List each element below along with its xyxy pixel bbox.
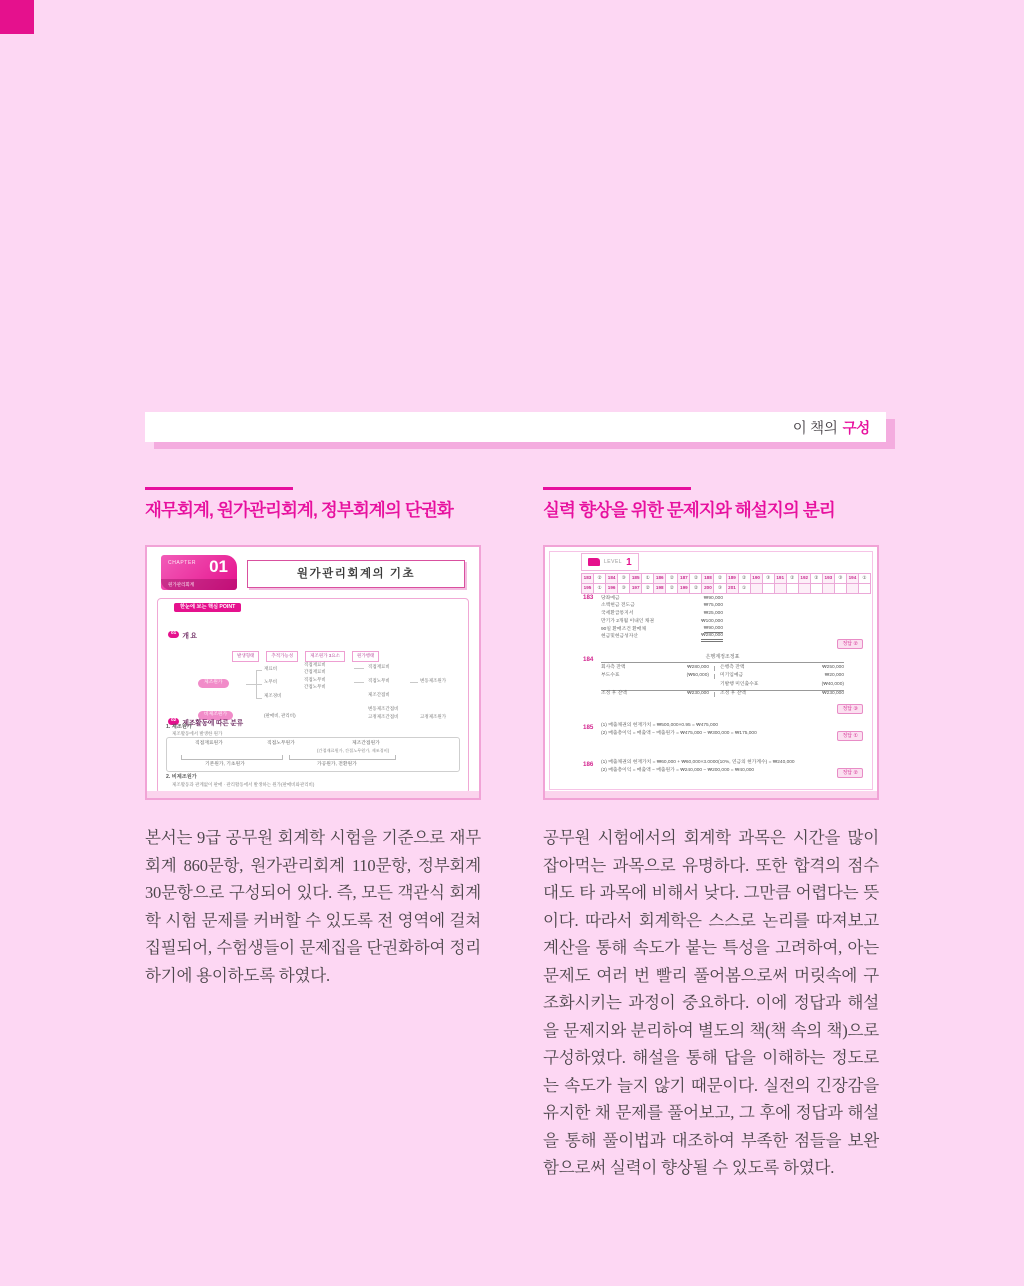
- answer-grid-answer-cell: ②: [787, 574, 799, 584]
- item2-title: 2. 비제조원가: [166, 774, 197, 780]
- answer-grid-number-cell: [847, 584, 859, 594]
- tree-far: 변동제조원가: [420, 678, 447, 683]
- solution-186-lines: [601, 759, 851, 775]
- bank-reconciliation-row: [601, 664, 844, 673]
- answer-badge-186: 정답 ②: [837, 768, 863, 778]
- answer-grid-answer-cell: [859, 584, 871, 594]
- left-label: 부도수표: [601, 673, 620, 679]
- tree-right: 제조간접비: [368, 692, 390, 697]
- left-label: 조정 후 잔액: [601, 691, 627, 697]
- answer-badge-184: 정답 ③: [837, 704, 863, 714]
- solution-183-number: 183: [583, 594, 594, 601]
- left-paragraph: 본서는 9급 공무원 회계학 시험을 기준으로 재무회계 860문항, 원가관리회계 110문항, 정부회계 30문항으로 구성되어 있다. 즉, 모든 객관식 회계학 시험 문제를 커버할 수 있도록 전 영역에 걸쳐 집필되어, 수험생들이 문제집을 단권화하여 정리하기에 용이하도록 하였다.: [145, 828, 481, 985]
- solution-183-row: [601, 634, 723, 642]
- chapter-label: CHAPTER: [168, 560, 197, 566]
- cost-group-1: 기본원가, 기초원가: [205, 762, 245, 767]
- bank-reconciliation-table: [601, 655, 844, 699]
- answer-grid-answer-cell: [787, 584, 799, 594]
- answer-grid-number-cell: [751, 584, 763, 594]
- answer-grid-answer-cell: ②: [714, 574, 726, 584]
- account-name: 만기가 2개월 이내인 채권: [601, 618, 655, 624]
- item1-desc: 제조활동에서 발생한 원가: [172, 731, 223, 736]
- answer-grid-number-cell: 193: [823, 574, 835, 584]
- tree-connector: [256, 670, 262, 671]
- tree-nonmfg-node: 비제조원가: [198, 711, 233, 720]
- answer-grid-number-cell: 190: [751, 574, 763, 584]
- left-heading-rule: [145, 487, 293, 490]
- header-title-prefix: 이 책의: [792, 420, 838, 437]
- solution-183-row: [601, 603, 723, 611]
- tree-branch: 노무비: [264, 679, 278, 684]
- tree-nonmfg-note: (판매비, 관리비): [264, 713, 296, 718]
- chapter-subtitle: 원가관리회계: [161, 579, 237, 590]
- tree-connector: [410, 682, 418, 683]
- account-name: 90일 환매조건 환매채: [601, 626, 647, 632]
- tree-branch: 제조경비: [264, 693, 282, 698]
- account-amount: ₩90,000: [703, 626, 723, 632]
- tree-mid: 간접노무비: [304, 684, 326, 689]
- answer-grid-answer-cell: ①: [859, 574, 871, 584]
- answer-grid-answer-cell: ②: [666, 584, 678, 594]
- account-amount: ₩75,000: [703, 603, 723, 609]
- account-name: 국세환급통지서: [601, 611, 634, 617]
- solution-185-lines: [601, 722, 851, 738]
- answer-grid-answer-cell: ②: [739, 574, 751, 584]
- section-right: [543, 487, 879, 1182]
- page-footer-band: [545, 791, 877, 798]
- tree-sub-far: 고정제조원가: [420, 714, 447, 719]
- answer-grid-number-cell: 196: [606, 584, 618, 594]
- answer-grid-answer-cell: ②: [642, 584, 654, 594]
- answer-grid-answer-cell: ③: [618, 574, 630, 584]
- answer-grid-number-cell: 199: [678, 584, 690, 594]
- right-paragraph: 공무원 시험에서의 회계학 과목은 시간을 많이 잡아먹는 과목으로 유명하다. 또한 합격의 점수대도 타 과목에 비해서 낮다. 그만큼 어렵다는 뜻이다. 따라서 회계학은 스스로 논리를 따져보고 계산을 통해 속도가 붙는 특성을 고려하여, 아는 문제도 여러 번 빨리 풀어봄으로써 머릿속에 구조화시키는 과정이 중요하다. 이에 정답과 해설을 문제지와 분리하여 별도의 책(책 속의 책)으로 구성하였다. 해설을 통해 답을 이해하는 정도로는 속도가 늘지 않기 때문이다. 실전의 긴장감을 유지한 채 문제를 풀어보고, 그 후에 정답과 해설을 통해 풀이법과 대조하여 부족한 점들을 보완함으로써 실력이 향상될 수 있도록 하였다.: [543, 828, 879, 1177]
- answer-grid-number-cell: [799, 584, 811, 594]
- chapter-badge: [161, 555, 237, 590]
- answer-grid-answer-cell: ②: [690, 574, 702, 584]
- bank-reconciliation-row: [601, 673, 844, 682]
- answer-grid-number-cell: 191: [775, 574, 787, 584]
- answer-grid-answer-cell: ①: [594, 584, 606, 594]
- answer-grid-answer-cell: [835, 584, 847, 594]
- answer-grid-answer-cell: ①: [739, 584, 751, 594]
- tree-connector: [354, 668, 364, 669]
- page-header-bar: [145, 412, 886, 442]
- answer-grid-number-cell: [775, 584, 787, 594]
- left-heading: 재무회계, 원가관리회계, 정부회계의 단권화: [145, 500, 453, 520]
- solution-line: (2) 매출총이익 = 매출액 − 매출원가 = ₩475,000 − ₩300,000 = ₩175,000: [601, 731, 757, 736]
- solution-line: (1) 매출채권의 현재가치 = ₩500,000×0.95 = ₩475,000: [601, 723, 719, 728]
- answer-grid-answer-cell: ③: [714, 584, 726, 594]
- item2-desc: 제조활동과 관계없이 판매 · 관리활동에서 발생하는 원가(판매비와관리비): [172, 782, 315, 787]
- tree-connector: [256, 698, 262, 699]
- tree-connector: [246, 684, 256, 685]
- solution-184-number: 184: [583, 656, 594, 663]
- answer-grid-answer-cell: ②: [690, 584, 702, 594]
- attribute-box: 제조원가 3요소: [305, 651, 345, 662]
- answer-grid-answer-cell: ①: [642, 574, 654, 584]
- answer-grid-answer-cell: ③: [618, 584, 630, 594]
- manufacturing-cost-box: [166, 737, 460, 772]
- answer-grid-answer-cell: [763, 584, 775, 594]
- right-value: ₩20,000: [824, 673, 844, 679]
- left-value: ₩280,000: [663, 666, 715, 671]
- right-book-page-thumbnail: [543, 545, 879, 800]
- level-label: LEVEL: [604, 559, 623, 565]
- answer-grid-number-cell: 185: [630, 574, 642, 584]
- answer-grid-answer-cell: [811, 584, 823, 594]
- cost-bracket-1: [181, 755, 283, 760]
- answer-grid-number-cell: 198: [654, 584, 666, 594]
- right-heading: 실력 향상을 위한 문제지와 해설지의 분리: [543, 500, 835, 520]
- right-label: 은행측 잔액: [720, 664, 745, 670]
- cost-group-2: 가공원가, 전환원가: [317, 762, 357, 767]
- cost-bracket-2: [289, 755, 396, 760]
- answer-grid-answer-cell: ③: [763, 574, 775, 584]
- answer-grid-answer-cell: ②: [594, 574, 606, 584]
- answer-grid-number-cell: 187: [678, 574, 690, 584]
- cost-col-3: 제조간접원가: [352, 741, 380, 746]
- left-label: 회사측 잔액: [601, 664, 626, 670]
- item1-title: 1. 제조원가: [166, 724, 192, 730]
- attribute-box: 발생형태: [232, 651, 259, 662]
- cost-col-2: 직접노무원가: [267, 741, 295, 746]
- section-02-badge: 02: [168, 718, 179, 725]
- right-label: 미기입예금: [720, 673, 744, 679]
- answer-grid-number-cell: 200: [702, 584, 714, 594]
- solution-line: (2) 매출총이익 = 매출액 − 매출원가 = ₩240,000 − ₩200,000 = ₩40,000: [601, 768, 755, 773]
- answer-badge-183: 정답 ②: [837, 639, 863, 649]
- tree-right: 직접재료비: [368, 664, 390, 669]
- page-footer-band: [147, 791, 479, 798]
- account-name: 당좌예금: [601, 595, 620, 601]
- answer-grid-number-cell: 189: [727, 574, 739, 584]
- tree-mid: 간접재료비: [304, 669, 326, 674]
- account-amount: ₩100,000: [701, 618, 723, 624]
- attribute-box: 추적가능성: [266, 651, 298, 662]
- bank-reconciliation-title: 은행계정조정표: [601, 655, 844, 663]
- tree-mid: 직접노무비: [304, 677, 326, 682]
- answer-grid-number-cell: 184: [606, 574, 618, 584]
- answer-grid-number-cell: 201: [727, 584, 739, 594]
- account-name: 소액현금 전도금: [601, 603, 635, 609]
- account-amount: ₩90,000: [703, 595, 723, 601]
- tree-connector: [256, 684, 262, 685]
- account-name: 현금및현금성자산: [601, 634, 639, 640]
- solution-186-number: 186: [583, 761, 594, 768]
- cost-attribute-boxes: [232, 651, 379, 662]
- answer-grid-number-cell: 188: [702, 574, 714, 584]
- header-title-accent: 구성: [842, 420, 870, 437]
- attribute-box: 원가행태: [352, 651, 379, 662]
- section-02-heading: 02 제조활동에 따른 분류: [168, 713, 243, 731]
- solution-185-number: 185: [583, 724, 594, 731]
- tree-sub: 변동제조간접비: [368, 706, 399, 711]
- right-heading-rule: [543, 487, 691, 490]
- answer-grid-answer-cell: ③: [835, 574, 847, 584]
- section-01-heading: 01 개 요: [168, 626, 197, 644]
- bank-reconciliation-rows: [601, 664, 844, 699]
- answer-grid-answer-cell: ②: [666, 574, 678, 584]
- cost-col-1: 직접재료원가: [195, 741, 223, 746]
- account-amount: ₩280,000: [701, 634, 723, 642]
- point-badge: 한눈에 보는 핵심 POINT: [174, 603, 241, 612]
- cost-col-3-note: (간접재료원가, 간접노무원가, 제조경비): [317, 748, 390, 753]
- solution-183-rows: [601, 595, 723, 642]
- answer-grid-number-cell: 197: [630, 584, 642, 594]
- solution-line: (1) 매출채권의 현재가치 = ₩60,000 + ₩60,000×3.0000(10%, 연금의 현가계수) = ₩240,000: [601, 760, 795, 765]
- answer-grid: [581, 573, 871, 594]
- right-value: ₩250,000: [822, 664, 844, 670]
- corner-accent-square: [0, 0, 34, 34]
- level-badge: [581, 553, 639, 571]
- tree-sub: 고정제조간접비: [368, 714, 399, 719]
- level-number: 1: [626, 556, 632, 568]
- tree-right: 직접노무비: [368, 678, 390, 683]
- left-value: ₩230,000: [663, 692, 715, 697]
- section-left: [145, 487, 481, 989]
- bank-reconciliation-row: [601, 690, 844, 700]
- answer-grid-number-cell: 195: [582, 584, 594, 594]
- answer-badge-185: 정답 ①: [837, 731, 863, 741]
- answer-grid-number-cell: 183: [582, 574, 594, 584]
- right-value: (₩40,000): [821, 681, 844, 687]
- left-book-page-thumbnail: [145, 545, 481, 800]
- tree-branch: 재료비: [264, 666, 278, 671]
- account-amount: ₩25,000: [703, 611, 723, 617]
- answer-grid-answer-cell: ②: [811, 574, 823, 584]
- key-point-panel: [157, 598, 469, 794]
- book-icon: [588, 558, 600, 566]
- solution-183-row: [601, 611, 723, 619]
- answer-grid-number-cell: 194: [847, 574, 859, 584]
- right-label: 기발행 미인출수표: [720, 681, 759, 687]
- tree-connector: [354, 682, 364, 683]
- section-01-badge: 01: [168, 631, 179, 638]
- tree-mid: 직접재료비: [304, 662, 326, 667]
- left-value: (₩50,000): [663, 674, 715, 679]
- right-label: 조정 후 잔액: [720, 691, 746, 697]
- chapter-title-box: 원가관리회계의 기초: [247, 560, 465, 588]
- tree-root-node: 제조원가: [198, 679, 229, 688]
- solution-183-row: [601, 595, 723, 603]
- answer-grid-number-cell: 186: [654, 574, 666, 584]
- right-value: ₩230,000: [822, 691, 844, 697]
- chapter-number: 01: [209, 557, 228, 576]
- answer-grid-number-cell: [823, 584, 835, 594]
- answer-grid-number-cell: 192: [799, 574, 811, 584]
- bank-reconciliation-row: [601, 681, 844, 690]
